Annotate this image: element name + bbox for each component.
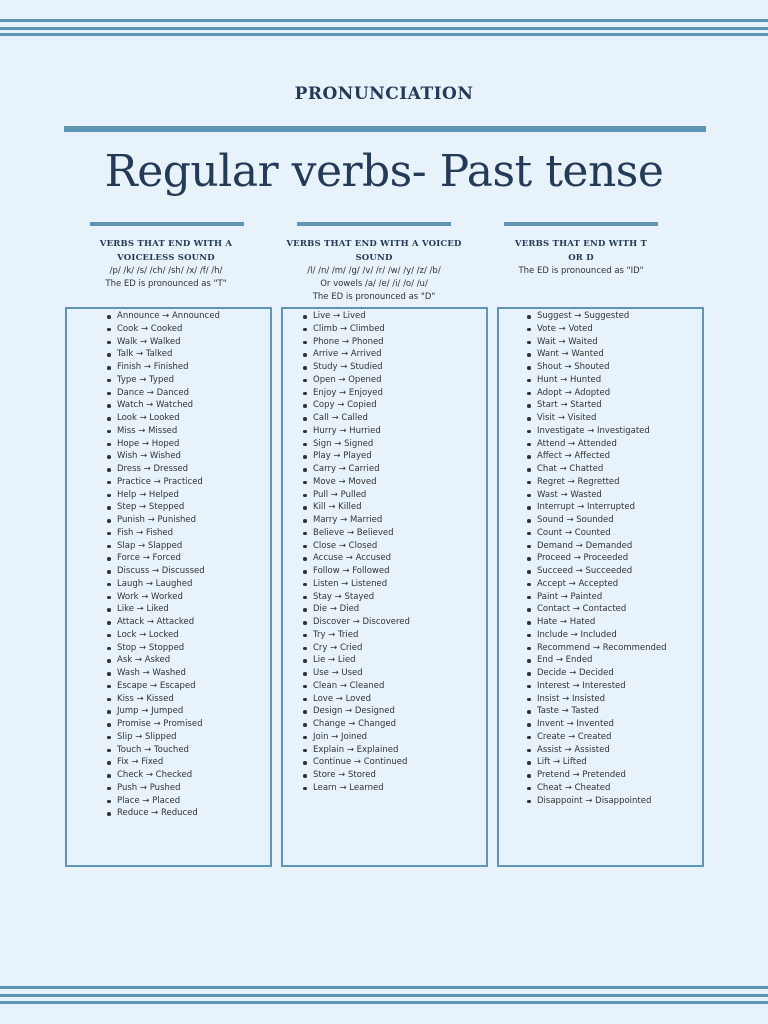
list-item: Slap → Slapped [117, 540, 220, 553]
list-item: Use → Used [313, 667, 410, 680]
verb-list [537, 310, 667, 807]
column-rule: The ED is pronounced as "ID" [518, 266, 644, 276]
list-item: Fish → Fished [117, 527, 220, 540]
list-item: Punish → Punished [117, 514, 220, 527]
list-item: Suggest → Suggested [537, 310, 667, 323]
list-item: Place → Placed [117, 795, 220, 808]
list-item: Recommend → Recommended [537, 642, 667, 653]
list-item: Change → Changed [313, 718, 410, 731]
verb-list [117, 310, 220, 820]
list-item: Study → Studied [313, 361, 410, 374]
bottom-rule [0, 994, 768, 997]
list-item: Contact → Contacted [537, 603, 667, 616]
list-item: Affect → Affected [537, 450, 667, 463]
list-item: Accuse → Accused [313, 552, 410, 565]
list-item: Design → Designed [313, 705, 410, 718]
list-item: Lock → Locked [117, 629, 220, 642]
list-item: Push → Pushed [117, 782, 220, 795]
list-item: Die → Died [313, 603, 410, 616]
column-heading: VERBS THAT END WITH T OR D [514, 239, 648, 263]
list-item: Wash → Washed [117, 667, 220, 680]
list-item: Kill → Killed [313, 501, 410, 514]
list-item: Stay → Stayed [313, 591, 410, 604]
list-item: Explain → Explained [313, 744, 410, 757]
list-item: Love → Loved [313, 693, 410, 706]
list-item: Wait → Waited [537, 336, 667, 349]
list-item: Disappoint → Disappointed [537, 795, 667, 808]
list-item: Follow → Followed [313, 565, 410, 578]
list-item: Promise → Promised [117, 718, 220, 731]
list-item: Help → Helped [117, 489, 220, 502]
list-item: Check → Checked [117, 769, 220, 782]
list-item: Proceed → Proceeded [537, 552, 667, 565]
list-item: Adopt → Adopted [537, 387, 667, 400]
list-item: Cheat → Cheated [537, 782, 667, 795]
list-item: Lift → Lifted [537, 756, 667, 769]
bottom-rule [0, 1001, 768, 1004]
list-item: Hope → Hoped [117, 438, 220, 451]
list-item: Watch → Watched [117, 399, 220, 412]
list-item: Practice → Practiced [117, 476, 220, 489]
column-rule: The ED is pronounced as "T" [105, 279, 227, 289]
list-item: Succeed → Succeeded [537, 565, 667, 578]
top-rule [0, 33, 768, 36]
list-item: Believe → Believed [313, 527, 410, 540]
list-item: Dance → Danced [117, 387, 220, 400]
list-item: Walk → Walked [117, 336, 220, 349]
verb-list-box-voiceless [65, 307, 272, 867]
column-divider [90, 222, 244, 226]
list-item: Step → Stepped [117, 501, 220, 514]
list-item: Ask → Asked [117, 654, 220, 667]
column-vowels: Or vowels /a/ /e/ /i/ /o/ /u/ [320, 279, 428, 289]
list-item: Paint → Painted [537, 591, 667, 604]
list-item: Cook → Cooked [117, 323, 220, 336]
list-item: Decide → Decided [537, 667, 667, 680]
list-item: Like → Liked [117, 603, 220, 616]
list-item: Work → Worked [117, 591, 220, 604]
list-item: Touch → Touched [117, 744, 220, 757]
list-item: Pretend → Pretended [537, 769, 667, 782]
list-item: Kiss → Kissed [117, 693, 220, 706]
list-item: Laugh → Laughed [117, 578, 220, 591]
list-item: Cry → Cried [313, 642, 410, 655]
list-item: Store → Stored [313, 769, 410, 782]
list-item: Climb → Climbed [313, 323, 410, 336]
list-item: Assist → Assisted [537, 744, 667, 757]
list-item: Interest → Interested [537, 680, 667, 693]
page-title: Regular verbs- Past tense [104, 146, 664, 197]
list-item: Invent → Invented [537, 718, 667, 731]
list-item: Phone → Phoned [313, 336, 410, 349]
list-item: Demand → Demanded [537, 540, 667, 553]
list-item: Open → Opened [313, 374, 410, 387]
list-item: Talk → Talked [117, 348, 220, 361]
list-item: Hurry → Hurried [313, 425, 410, 438]
list-item: Fix → Fixed [117, 756, 220, 769]
list-item: Sound → Sounded [537, 514, 667, 527]
list-item: Create → Created [537, 731, 667, 744]
list-item: Attend → Attended [537, 438, 667, 451]
list-item: Learn → Learned [313, 782, 410, 795]
list-item: Jump → Jumped [117, 705, 220, 718]
list-item: Force → Forced [117, 552, 220, 565]
list-item: Accept → Accepted [537, 578, 667, 591]
list-item: Continue → Continued [313, 756, 410, 769]
list-item: Include → Included [537, 629, 667, 642]
list-item: Vote → Voted [537, 323, 667, 336]
list-item: Move → Moved [313, 476, 410, 489]
list-item: Interrupt → Interrupted [537, 501, 667, 514]
bottom-rule [0, 986, 768, 989]
list-item: Discuss → Discussed [117, 565, 220, 578]
list-item: Marry → Married [313, 514, 410, 527]
list-item: Hunt → Hunted [537, 374, 667, 387]
list-item: Discover → Discovered [313, 617, 410, 627]
list-item: Listen → Listened [313, 578, 410, 591]
list-item: Miss → Missed [117, 425, 220, 438]
list-item: Wast → Wasted [537, 489, 667, 502]
column-rule: The ED is pronounced as "D" [312, 292, 436, 302]
top-rule [0, 19, 768, 22]
list-item: Clean → Cleaned [313, 680, 410, 693]
column-sounds: /l/ /n/ /m/ /g/ /v/ /r/ /w/ /y/ /z/ /b/ [307, 266, 441, 276]
list-item: Count → Counted [537, 527, 667, 540]
list-item: Copy → Copied [313, 399, 410, 412]
list-item: Shout → Shouted [537, 361, 667, 374]
list-item: Attack → Attacked [117, 616, 220, 629]
list-item: Look → Looked [117, 412, 220, 425]
list-item: Arrive → Arrived [313, 348, 410, 361]
list-item: Want → Wanted [537, 348, 667, 361]
column-heading: VERBS THAT END WITH A VOICED SOUND [286, 239, 462, 263]
column-sounds: /p/ /k/ /s/ /ch/ /sh/ /x/ /f/ /h/ [109, 266, 223, 276]
list-item: Sign → Signed [313, 438, 410, 451]
list-item: Stop → Stopped [117, 642, 220, 655]
column-divider [297, 222, 451, 226]
verb-list-box-voiced [281, 307, 488, 867]
page-subtitle: PRONUNCIATION [294, 84, 474, 104]
list-item: Type → Typed [117, 374, 220, 387]
list-item: Enjoy → Enjoyed [313, 387, 410, 400]
list-item: Join → Joined [313, 731, 410, 744]
list-item: Escape → Escaped [117, 680, 220, 693]
list-item: Taste → Tasted [537, 705, 667, 718]
list-item: Play → Played [313, 450, 410, 463]
list-item: Try → Tried [313, 629, 410, 642]
list-item: Carry → Carried [313, 463, 410, 476]
title-divider [64, 126, 706, 132]
list-item: Visit → Visited [537, 412, 667, 425]
column-divider [504, 222, 658, 226]
column-header-voiced [279, 237, 469, 304]
list-item: Insist → Insisted [537, 693, 667, 706]
list-item: Wish → Wished [117, 450, 220, 463]
verb-list-box-t-or-d [497, 307, 704, 867]
list-item: Pull → Pulled [313, 489, 410, 502]
list-item: Chat → Chatted [537, 463, 667, 476]
column-header-voiceless [71, 237, 261, 291]
list-item: Start → Started [537, 399, 667, 412]
list-item: Regret → Regretted [537, 476, 667, 489]
verb-list [313, 310, 410, 795]
list-item: Lie → Lied [313, 654, 410, 667]
list-item: Call → Called [313, 412, 410, 425]
list-item: Slip → Slipped [117, 731, 220, 744]
list-item: Dress → Dressed [117, 463, 220, 476]
list-item: Announce → Announced [117, 311, 220, 321]
column-header-t-or-d [486, 237, 676, 278]
top-rule [0, 27, 768, 30]
list-item: End → Ended [537, 654, 667, 667]
list-item: Finish → Finished [117, 361, 220, 374]
list-item: Live → Lived [313, 310, 410, 323]
list-item: Investigate → Investigated [537, 425, 667, 438]
list-item: Close → Closed [313, 540, 410, 553]
list-item: Hate → Hated [537, 616, 667, 629]
column-heading: VERBS THAT END WITH A VOICELESS SOUND [99, 239, 233, 263]
list-item: Reduce → Reduced [117, 807, 220, 820]
